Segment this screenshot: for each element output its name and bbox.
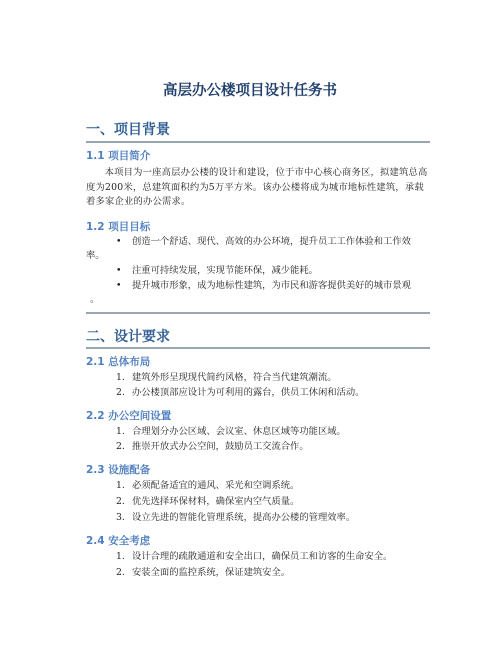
list-item bbox=[86, 371, 430, 386]
subsection-heading-layout: 2.1 总体布局 bbox=[86, 356, 151, 368]
section-divider bbox=[86, 347, 430, 349]
list-item-text: 提升城市形象，成为地标性建筑，为市民和游客提供美好的城市景观 bbox=[132, 280, 411, 291]
list-number: 1. bbox=[116, 426, 125, 437]
list-item-text: 设立先进的智能化管理系统，提高办公楼的管理效率。 bbox=[132, 512, 356, 523]
list-number: 2. bbox=[116, 496, 125, 507]
section-divider bbox=[86, 141, 430, 143]
list-item bbox=[86, 550, 430, 565]
list-number: 2. bbox=[116, 441, 125, 452]
subsection-heading-goals: 1.2 项目目标 bbox=[86, 221, 151, 233]
list-number: 2. bbox=[116, 387, 125, 398]
list-item-text: 合理划分办公区域、会议室、休息区域等功能区域。 bbox=[132, 426, 346, 437]
list-item-text: 设计合理的疏散通道和安全出口，确保员工和访客的生命安全。 bbox=[132, 551, 393, 562]
section-heading-background: 一、项目背景 bbox=[86, 122, 170, 138]
list-item-text: 建筑外形呈现现代简约风格，符合当代建筑潮流。 bbox=[132, 372, 337, 383]
list-number: 1. bbox=[116, 372, 125, 383]
bullet-marker: • bbox=[116, 265, 122, 276]
list-number: 3. bbox=[116, 512, 125, 523]
bullet-marker: • bbox=[116, 236, 122, 247]
list-item-text-wrap: 率。 bbox=[86, 250, 105, 261]
list-item-text: 推崇开放式办公空间，鼓励员工交流合作。 bbox=[132, 441, 309, 452]
list-item bbox=[86, 279, 430, 294]
section-divider bbox=[86, 312, 430, 314]
list-item bbox=[86, 440, 430, 455]
list-item bbox=[86, 386, 430, 401]
list-item bbox=[86, 495, 430, 510]
list-item-text-wrap: 。 bbox=[90, 294, 100, 305]
list-item bbox=[86, 479, 430, 494]
subsection-heading-safety: 2.4 安全考虑 bbox=[86, 535, 151, 547]
list-item-text: 优先选择环保材料，确保室内空气质量。 bbox=[132, 496, 300, 507]
list-item-text: 注重可持续发展，实现节能环保，减少能耗。 bbox=[132, 265, 318, 276]
list-number: 1. bbox=[116, 551, 125, 562]
list-item-text: 办公楼顶部应设计为可利用的露台，供员工休闲和活动。 bbox=[132, 387, 365, 398]
list-item-text: 必须配备适宜的通风、采光和空调系统。 bbox=[132, 480, 300, 491]
list-item-text: 安装全面的监控系统，保证建筑安全。 bbox=[132, 567, 291, 578]
list-item bbox=[86, 566, 430, 581]
subsection-heading-intro: 1.1 项目简介 bbox=[86, 150, 151, 162]
subsection-heading-facilities: 2.3 设施配备 bbox=[86, 464, 151, 476]
document-title: 高层办公楼项目设计任务书 bbox=[163, 83, 337, 99]
section-heading-requirements: 二、设计要求 bbox=[86, 329, 170, 345]
list-number: 1. bbox=[116, 480, 125, 491]
list-item bbox=[86, 264, 430, 279]
bullet-marker: • bbox=[116, 280, 122, 291]
list-item bbox=[86, 235, 430, 250]
list-number: 2. bbox=[116, 567, 125, 578]
list-item bbox=[86, 511, 430, 526]
list-item bbox=[86, 425, 430, 440]
intro-paragraph: 本项目为一座高层办公楼的设计和建设，位于市中心核心商务区，拟建筑总高度为200米，总建筑面积约为5万平方米。该办公楼将成为城市地标性建筑，承载着多家企业的办公需求。 bbox=[86, 167, 428, 207]
subsection-heading-office-space: 2.2 办公空间设置 bbox=[86, 410, 172, 422]
list-item-text: 创造一个舒适、现代、高效的办公环境，提升员工工作体验和工作效 bbox=[132, 236, 411, 247]
